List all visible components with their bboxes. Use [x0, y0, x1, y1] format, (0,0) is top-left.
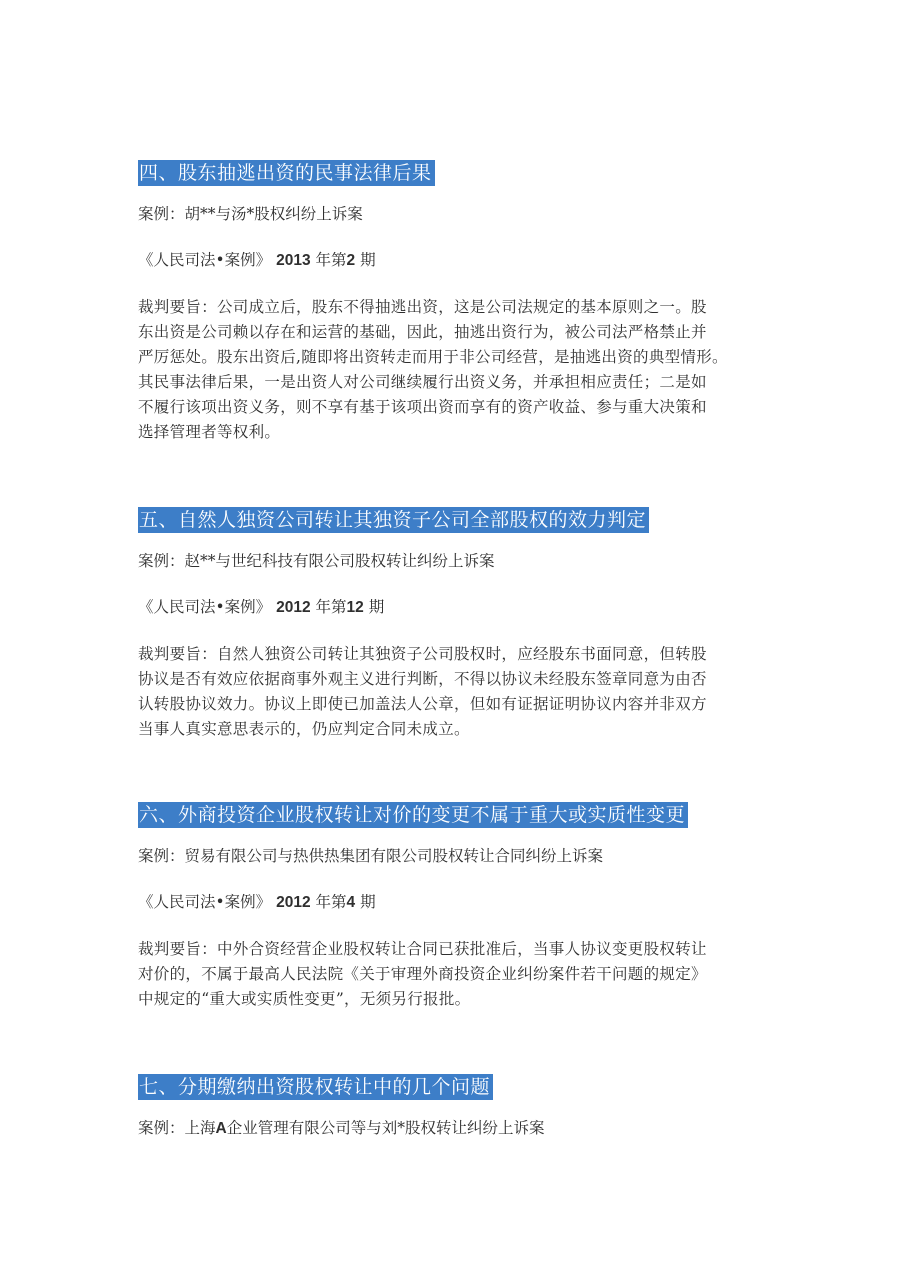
summary-line: 严厉惩处。股东出资后,随即将出资转走而用于非公司经营，是抽逃出资的典型情形。	[138, 348, 728, 366]
source-issue: 12	[346, 599, 364, 616]
source-issue: 2	[346, 252, 356, 269]
source-journal: 《人民司法•案例》	[138, 251, 272, 269]
source-journal: 《人民司法•案例》	[138, 598, 272, 616]
source-mid: 年第	[315, 598, 347, 616]
summary-line: 选择管理者等权利。	[138, 423, 281, 441]
summary-line: 认转股协议效力。协议上即使已加盖法人公章，但如有证据证明协议内容并非双方	[138, 695, 707, 713]
case-title: 案例：胡**与汤*股权纠纷上诉案	[138, 205, 363, 223]
case-title	[138, 1116, 788, 1141]
source-citation	[138, 595, 788, 620]
summary-line: 裁判要旨：中外合资经营企业股权转让合同已获批准后，当事人协议变更股权转让	[138, 940, 707, 958]
source-suffix: 期	[360, 251, 376, 269]
summary-line: 对价的，不属于最高人民法院《关于审理外商投资企业纠纷案件若干问题的规定》	[138, 965, 707, 983]
section-6	[138, 802, 788, 1012]
section-heading: 五、自然人独资公司转让其独资子公司全部股权的效力判定	[138, 507, 649, 533]
source-journal: 《人民司法•案例》	[138, 893, 272, 911]
case-title: 案例：赵**与世纪科技有限公司股权转让纠纷上诉案	[138, 552, 495, 570]
case-title: 案例：贸易有限公司与热供热集团有限公司股权转让合同纠纷上诉案	[138, 847, 604, 865]
ruling-summary	[138, 295, 788, 445]
source-suffix: 期	[360, 893, 376, 911]
source-mid: 年第	[315, 251, 347, 269]
source-year: 2012	[276, 894, 311, 911]
summary-line: 协议是否有效应依据商事外观主义进行判断，不得以协议未经股东签章同意为由否	[138, 670, 707, 688]
summary-line: 中规定的“重大或实质性变更”，无须另行报批。	[138, 990, 471, 1008]
source-citation	[138, 248, 788, 273]
source-issue: 4	[346, 894, 356, 911]
section-heading: 六、外商投资企业股权转让对价的变更不属于重大或实质性变更	[138, 802, 688, 828]
summary-line: 裁判要旨：公司成立后，股东不得抽逃出资，这是公司法规定的基本原则之一。股	[138, 298, 707, 316]
case-prefix: 案例：上海	[138, 1119, 216, 1137]
section-heading: 四、股东抽逃出资的民事法律后果	[138, 160, 435, 186]
source-citation	[138, 890, 788, 915]
summary-line: 不履行该项出资义务，则不享有基于该项出资而享有的资产收益、参与重大决策和	[138, 398, 707, 416]
ruling-summary	[138, 642, 788, 742]
case-letter: A	[215, 1120, 227, 1137]
summary-line: 其民事法律后果，一是出资人对公司继续履行出资义务，并承担相应责任；二是如	[138, 373, 707, 391]
source-year: 2013	[276, 252, 311, 269]
section-5	[138, 507, 788, 742]
source-mid: 年第	[315, 893, 347, 911]
case-suffix: 企业管理有限公司等与刘*股权转让纠纷上诉案	[226, 1119, 545, 1137]
summary-line: 东出资是公司赖以存在和运营的基础，因此，抽逃出资行为，被公司法严格禁止并	[138, 323, 707, 341]
source-year: 2012	[276, 599, 311, 616]
section-7	[138, 1074, 788, 1141]
section-4	[138, 160, 788, 445]
section-heading: 七、分期缴纳出资股权转让中的几个问题	[138, 1074, 493, 1100]
summary-line: 裁判要旨：自然人独资公司转让其独资子公司股权时，应经股东书面同意，但转股	[138, 645, 707, 663]
summary-line: 当事人真实意思表示的，仍应判定合同未成立。	[138, 720, 470, 738]
document-page	[138, 160, 788, 1163]
ruling-summary	[138, 937, 788, 1012]
source-suffix: 期	[368, 598, 385, 616]
